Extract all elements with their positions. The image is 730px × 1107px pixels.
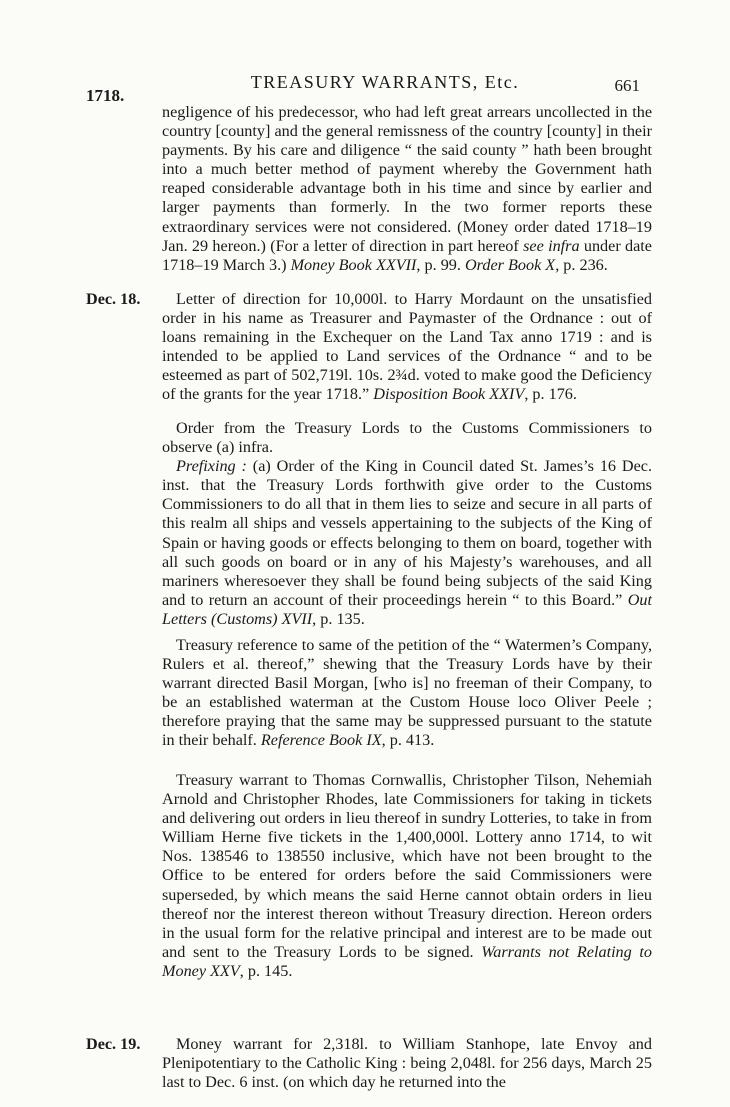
entry-reference: Warrants not Relating to Money XXV (162, 942, 652, 980)
entry-text: under date 1718–19 March 3.) (162, 236, 652, 274)
entry-reference-page: , p. 176. (524, 385, 577, 404)
entry-reference-page: , p. 135. (312, 609, 365, 628)
entry-reference: Money Book XXVII (290, 255, 417, 274)
entry-reference-page: , p. 413. (381, 731, 435, 750)
entry-lottery-warrant (162, 771, 652, 981)
page-header (0, 62, 730, 105)
entry-text: Letter of direction for 10,000l. to Harry Mordaunt on the unsatisfied order in his name as Treasurer and Paymaster of the Ordnance : out of loans remaining in the Exchequer on the Land Tax anno 1719 : and is intended to be applied to Land services of the Ordnance “ and to be esteemed as part of 502,719l. 10s. 2¾d. voted to make good the Deficiency of the grants for the year 1718.” (162, 290, 652, 404)
entry-reference-page: , p. 236. (555, 255, 608, 274)
entry-date: Dec. 18. (86, 290, 141, 308)
entry-text: Money warrant for 2,318l. to William Stanhope, late Envoy and Plenipotentiary to the Catholic King : being 2,048l. for 256 days, March 25 last to Dec. 6 inst. (on which day he returned into the (162, 1035, 652, 1092)
running-title: TREASURY WARRANTS, Etc. (250, 72, 520, 92)
entry-text: Treasury reference to same of the petition of the “ Watermen’s Company, Rulers et al. thereof,” shewing that the Treasury Lords have by their warrant directed Basil Morgan, [who is] no freeman of their Company, to be an established waterman at the Custom House loco Oliver Peele ; therefore praying that the same may be suppressed pursuant to the statute in their behalf. (162, 636, 652, 750)
entry-reference: Out Letters (Customs) XVII (162, 590, 652, 628)
entry-dec-18-letter (162, 290, 652, 405)
entry-text: Treasury warrant to Thomas Cornwallis, Christopher Tilson, Nehemiah Arnold and Christopher Rhodes, late Commissioners for taking in tickets and delivering out orders in lieu thereof in sundry Lotteries, to take in from William Herne five tickets in the 1,400,000l. Lottery anno 1714, to wit Nos. 138546 to 138550 inclusive, which have not been brought to the Office to be entered for orders before the said Commissioners were superseded, by which means the said Herne cannot obtain orders in lieu thereof nor the interest thereon without Treasury direction. Hereon orders in the usual form for the relative principal and interest are to be made out and sent to the Treasury Lords to be signed. (162, 771, 652, 961)
entry-reference: Disposition Book XXIV (373, 385, 525, 404)
entry-dec-19-warrant (162, 1035, 652, 1092)
entry-text: Order from the Treasury Lords to the Customs Commissioners to observe (a) infra. (162, 419, 652, 457)
entry-prefix-label: Prefixing : (176, 457, 247, 476)
page-number: 661 (614, 76, 640, 95)
entry-see-infra: see infra (523, 236, 580, 255)
entry-continuation (162, 103, 652, 275)
entry-customs-order (162, 419, 652, 629)
entry-reference: Order Book X (464, 255, 556, 274)
entry-reference-page: , p. 99. (416, 255, 465, 274)
entry-date: Dec. 19. (86, 1035, 141, 1053)
entry-watermen-reference (162, 636, 652, 751)
entry-text: negligence of his predecessor, who had left great arrears uncollected in the country [county] and the general remissness of the country [county] in their payments. By his care and diligence “ the said county ” hath been brought into a much better method of payment whereby the Government hath reaped considerable advantage both in his time and since by earlier and larger payments than formerly. In the two former reports these extraordinary services were not considered. (Money order dated 1718–19 Jan. 29 hereon.) (For a letter of direction in part hereof (162, 103, 652, 255)
entry-text: (a) Order of the King in Council dated St. James’s 16 Dec. inst. that the Treasury Lords forthwith give order to the Customs Commissioners to do all that in them lies to seize and secure in all parts of this realm all ships and vessels appertaining to the subjects of the King of Spain or having goods or effects belonging to them on board, together with all such goods on board or in any of his Majesty’s warehouses, and all mariners wheresoever they shall be found being subjects of the said King and to return an account of their proceedings herein “ to this Board.” (162, 457, 653, 609)
entry-reference-page: , p. 145. (239, 961, 293, 980)
header-year: 1718. (86, 86, 125, 105)
entry-reference: Reference Book IX (260, 731, 382, 750)
